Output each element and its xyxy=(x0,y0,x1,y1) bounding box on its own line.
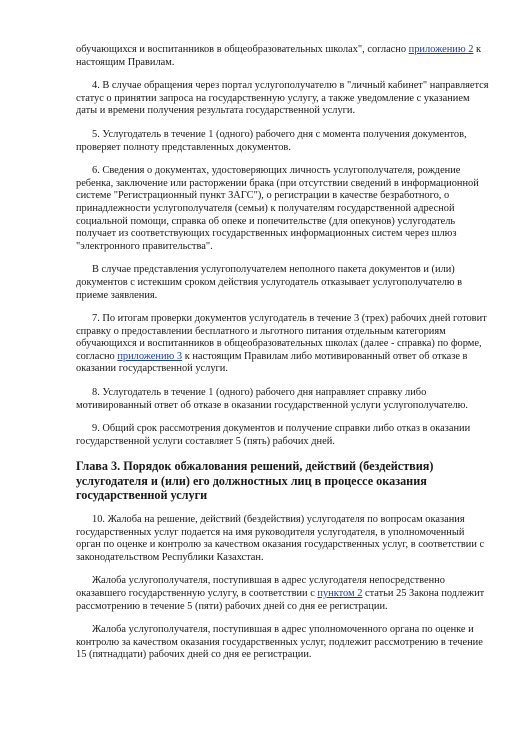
article-25-point-2-link[interactable]: пунктом 2 xyxy=(317,587,363,599)
paragraph-4: 4. В случае обращения через портал услугополучателю в "личный кабинет" направляется статус о принятии запроса на государственную услугу, а также уведомление с указанием даты и времени получения результата государственной услуги. xyxy=(76,80,489,117)
intro-paragraph xyxy=(76,44,491,69)
p11-text-before: Жалоба услугополучателя, поступившая в адрес услугодателя непосредственно оказавшего государственную услугу, в соответствии с xyxy=(76,575,445,599)
paragraph-9: 9. Общий срок рассмотрения документов и получение справки либо отказ в оказании государственной услуги составляет 5 (пять) рабочих дней. xyxy=(76,423,471,447)
paragraph-8: 8. Услугодатель в течение 1 (одного) рабочего дня направляет справку либо мотивированный ответ об отказе в оказании государственной услуги услугополучателю. xyxy=(76,387,469,411)
paragraph-12: Жалоба услугополучателя, поступившая в адрес уполномоченного органа по оценке и контролю за качеством оказания государственных услуг, подлежит рассмотрению в течение 15 (пятнадцати) рабочих дней со дня ее регистрации. xyxy=(76,624,483,661)
p11-text-after: статьи 25 Закона подлежит рассмотрению в течение 5 (пяти) рабочих дней со дня ее регистрации. xyxy=(76,587,485,612)
paragraph-11 xyxy=(76,575,491,613)
appendix-3-link[interactable]: приложению 3 xyxy=(117,350,183,362)
paragraph-5: 5. Услугодатель в течение 1 (одного) рабочего дня с момента получения документов, проверяет полноту представленных документов. xyxy=(76,128,467,153)
intro-text-after: к настоящим Правилам. xyxy=(76,44,482,68)
paragraph-7 xyxy=(76,313,491,376)
intro-text-before: обучающихся и воспитанников в общеобразовательных школах", согласно xyxy=(76,44,409,55)
p7-text-after: к настоящим Правилам либо мотивированный ответ об отказе в оказании государственной услуги. xyxy=(76,350,468,375)
appendix-2-link[interactable]: приложению 2 xyxy=(408,44,474,55)
paragraph-6: 6. Сведения о документах, удостоверяющих личность услугополучателя, рождение ребенка, заключение или расторжении брака (при отсутствии сведений в информационной системе "Регистрационный пункт ЗАГС"), о регистрации в качестве безработного, о принадлежности услугополучателя (семьи) к получателям государственной адресной социальной помощи, справка об опеке и попечительстве (для опекунов) услугодатель получает из соответствующих государственных информационных систем через шлюз "электронного правительства". xyxy=(76,165,479,252)
paragraph-10: 10. Жалоба на решение, действий (бездействия) услугодателя по вопросам оказания государственных услуг подается на имя руководителя услугодателя, в уполномоченный орган по оценке и контролю за качеством оказания государственных услуг, в соответствии с законодательством Республики Казахстан. xyxy=(76,513,485,563)
paragraph-6-continuation: В случае представления услугополучателем неполного пакета документов и (или) документов с истекшим сроком действия услугодатель отказывает услугополучателю в приеме заявления. xyxy=(76,264,463,301)
p7-text-before: 7. По итогам проверки документов услугодатель в течение 3 (трех) рабочих дней готовит справку о предоставлении бесплатного и льготного питания отдельным категориям обучающихся и воспитанников в общеобразовательных школах (далее - справка) по форме, согласно xyxy=(76,313,487,362)
chapter-3-heading: Глава 3. Порядок обжалования решений, действий (бездействия) услугодателя и (или) его должностных лиц в процессе оказания государственной услуги xyxy=(76,459,434,503)
